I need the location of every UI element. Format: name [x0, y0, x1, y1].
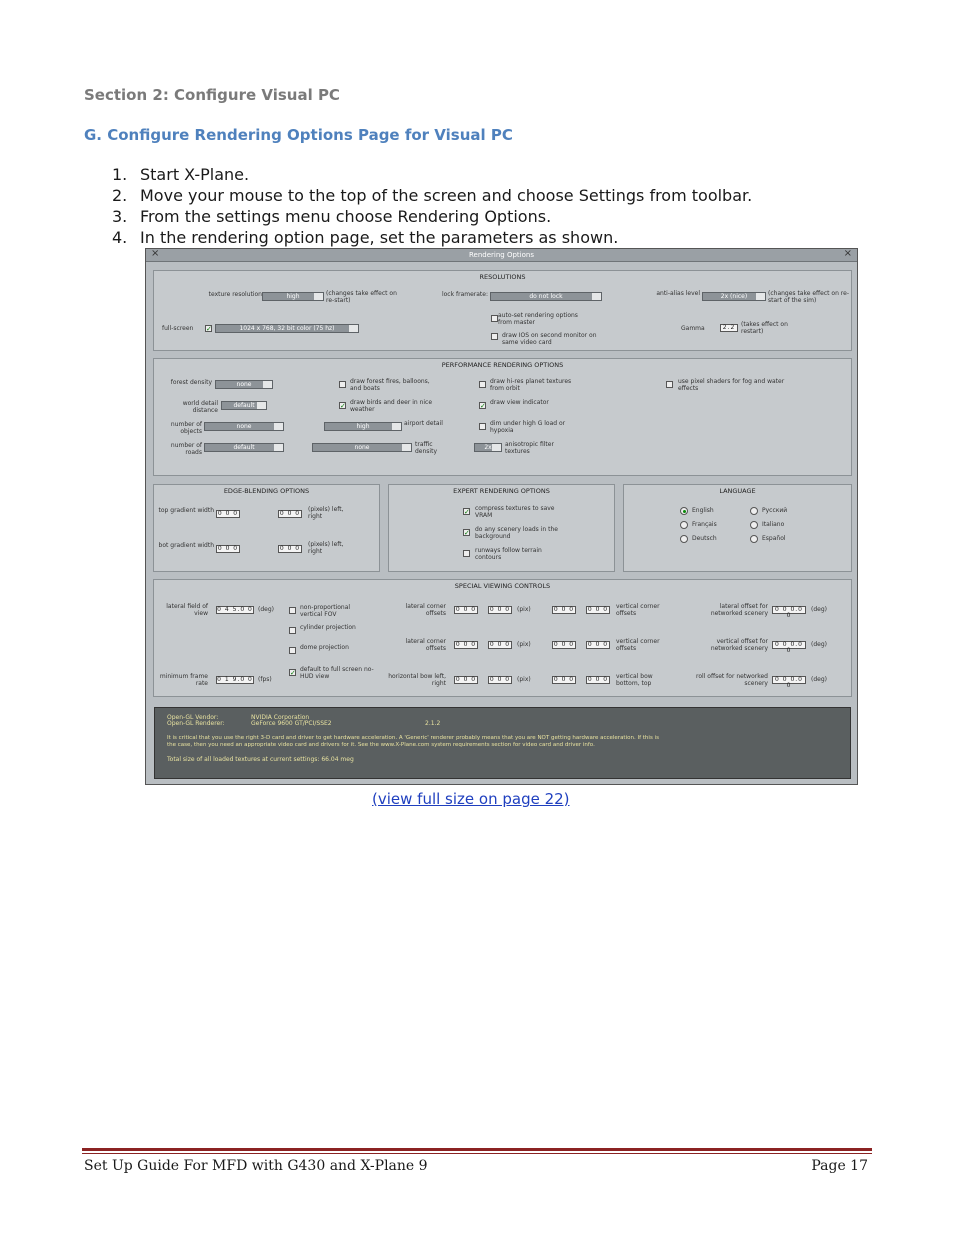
roads-label: number of roads: [170, 442, 202, 456]
hbow-label: horizontal bow left, right: [388, 673, 446, 687]
draw-ios-label: draw IOS on second monitor on same video card: [502, 332, 597, 346]
autoset-label: auto-set rendering options from master: [498, 312, 578, 326]
birds-checkbox[interactable]: ✓: [340, 402, 346, 410]
vert-offset-label: vertical offset for networked scenery: [710, 638, 768, 652]
vert-offset-field[interactable]: 0 0 0.0 0: [772, 641, 806, 649]
hires-label: draw hi-res planet textures from orbit: [490, 378, 572, 392]
vert-corner-field-2[interactable]: 0 0 0: [587, 606, 609, 613]
warning-text-2: the case, then you need an appropriate video card and drivers for it. See the www.X-Plane.com system requirements section for video card and driver info.: [167, 742, 595, 748]
forest-label: forest density: [170, 379, 212, 386]
lat-corner2-field-2[interactable]: 0 0 0: [489, 641, 511, 648]
texture-label: texture resolution: [208, 291, 262, 298]
panel-header: SPECIAL VIEWING CONTROLS: [454, 582, 551, 590]
lat-corner-label: lateral corner offsets: [405, 603, 446, 617]
compress-label: compress textures to save VRAM: [475, 505, 555, 519]
lat-corner2-field-1[interactable]: 0 0 0: [455, 641, 477, 648]
cylinder-checkbox[interactable]: [289, 627, 296, 634]
top-gradient-right-field[interactable]: 0 0 0: [279, 510, 301, 517]
vert-corner-field-1[interactable]: 0 0 0: [553, 606, 575, 613]
english-radio[interactable]: [680, 507, 688, 515]
rendering-options-screenshot: [145, 248, 858, 785]
panel-header: PERFORMANCE RENDERING OPTIONS: [441, 361, 564, 369]
renderer-value: GeForce 9600 GT/PCI/SSE2: [251, 720, 332, 727]
subsection-title: G. Configure Rendering Options Page for Visual PC: [84, 126, 513, 144]
min-frame-unit: (fps): [258, 676, 272, 683]
dim-checkbox[interactable]: [479, 423, 486, 430]
forest-fires-label: draw forest fires, balloons, and boats: [350, 378, 430, 392]
steps-list: [112, 164, 752, 248]
panel-header: EDGE-BLENDING OPTIONS: [223, 487, 310, 495]
renderer-label: Open-GL Renderer:: [167, 720, 225, 727]
russian-label: Русский: [762, 507, 788, 514]
shaders-label: use pixel shaders for fog and water effects: [678, 378, 785, 392]
section-title: Section 2: Configure Visual PC: [84, 86, 340, 104]
page-number: Page 17: [811, 1158, 868, 1174]
hbow-field-2[interactable]: 0 0 0: [489, 676, 511, 683]
italian-radio[interactable]: [750, 521, 758, 529]
window-title-bar: [146, 249, 857, 262]
roll-offset-label: roll offset for networked scenery: [696, 673, 768, 687]
vert-corner-label: vertical corner offsets: [616, 603, 660, 617]
view-indicator-checkbox[interactable]: ✓: [480, 402, 486, 410]
lock-label: lock framerate:: [441, 291, 488, 298]
footer-title: Set Up Guide For MFD with G430 and X-Plane 9: [84, 1158, 428, 1174]
list-item: 1. Start X-Plane.: [112, 165, 250, 184]
birds-label: draw birds and deer in nice weather: [350, 399, 433, 413]
hires-checkbox[interactable]: [479, 381, 486, 388]
roll-offset-field[interactable]: 0 0 0.0 0: [772, 676, 806, 684]
panel-header: RESOLUTIONS: [479, 273, 526, 281]
view-full-size-link[interactable]: (view full size on page 22): [372, 790, 570, 808]
objects-label: number of objects: [170, 421, 202, 435]
antialias-note: (changes take effect on re-start of the sim): [768, 290, 849, 304]
antialias-dropdown[interactable]: 2x (nice): [702, 292, 766, 301]
german-label: Deutsch: [692, 535, 717, 542]
footer-divider: [82, 1153, 872, 1154]
gamma-label: Gamma: [681, 325, 705, 332]
close-icon: ×: [151, 248, 160, 259]
italian-label: Italiano: [762, 521, 785, 528]
min-frame-field[interactable]: 0 1 9.0 0: [217, 676, 253, 683]
lateral-fov-label: lateral field of view: [166, 603, 208, 617]
runways-checkbox[interactable]: [463, 550, 470, 557]
special-viewing-panel: [153, 579, 852, 697]
warning-text-1: It is critical that you use the right 3-D card and driver to get hardware acceleration. A 'Generic' renderer probably means that you are NOT getting hardware acceleration. If this is: [167, 735, 659, 741]
min-frame-label: minimum frame rate: [159, 673, 208, 687]
world-detail-label: world detail distance: [182, 400, 218, 414]
lat-offset-field[interactable]: 0 0 0.0 0: [772, 606, 806, 614]
performance-panel: [153, 358, 852, 476]
pix-unit: (pix): [517, 641, 531, 648]
world-detail-dropdown[interactable]: default: [221, 401, 267, 410]
texture-size-text: Total size of all loaded textures at current settings: 66.04 meg: [167, 756, 354, 763]
vendor-label: Open-GL Vendor:: [167, 714, 219, 721]
vert-corner2-field-2[interactable]: 0 0 0: [587, 641, 609, 648]
bot-gradient-left-field[interactable]: 0 0 0: [217, 545, 239, 552]
traffic-dropdown[interactable]: none: [312, 443, 412, 452]
list-item: 4. In the rendering option page, set the parameters as shown.: [112, 228, 619, 247]
lat-corner-field-2[interactable]: 0 0 0: [489, 606, 511, 613]
language-panel: [623, 484, 852, 572]
top-gradient-note: (pixels) left, right: [308, 506, 344, 520]
nohud-label: default to full screen no-HUD view: [300, 666, 374, 680]
aniso-dropdown[interactable]: 2x: [474, 443, 502, 452]
lat-corner2-label: lateral corner offsets: [405, 638, 446, 652]
view-indicator-label: draw view indicator: [490, 399, 549, 406]
fullscreen-checkbox[interactable]: ✓: [206, 325, 212, 333]
bot-gradient-note: (pixels) left, right: [308, 541, 344, 555]
top-gradient-left-field[interactable]: 0 0 0: [217, 510, 239, 517]
pix-unit: (pix): [517, 606, 531, 613]
deg-unit: (deg): [811, 676, 827, 683]
dome-checkbox[interactable]: [289, 647, 296, 654]
pix-unit: (pix): [517, 676, 531, 683]
panel-header: LANGUAGE: [719, 487, 756, 495]
lat-offset-label: lateral offset for networked scenery: [710, 603, 768, 617]
gl-version: 2.1.2: [425, 720, 441, 727]
expert-panel: [388, 484, 615, 572]
gamma-note: (takes effect on restart): [741, 321, 788, 335]
vendor-value: NVIDIA Corporation: [251, 714, 310, 721]
vert-corner2-field-1[interactable]: 0 0 0: [553, 641, 575, 648]
resolutions-panel: [153, 270, 852, 351]
forest-dropdown[interactable]: none: [215, 380, 273, 389]
shaders-checkbox[interactable]: [666, 381, 673, 388]
top-gradient-label: top gradient width: [158, 507, 214, 514]
deg-unit: (deg): [811, 641, 827, 648]
lateral-fov-unit: (deg): [258, 606, 274, 613]
dome-label: dome projection: [300, 644, 349, 651]
scenery-label: do any scenery loads in the background: [475, 526, 558, 540]
french-radio[interactable]: [680, 521, 688, 529]
roads-dropdown[interactable]: default: [204, 443, 284, 452]
list-item: 2. Move your mouse to the top of the screen and choose Settings from toolbar.: [112, 186, 753, 205]
nonprop-label: non-proportional vertical FOV: [300, 604, 351, 618]
fullscreen-label: full-screen: [162, 325, 194, 332]
close-icon: ×: [843, 248, 852, 259]
vert-corner2-label: vertical corner offsets: [616, 638, 660, 652]
vbow-field-2[interactable]: 0 0 0: [587, 676, 609, 683]
hbow-field-1[interactable]: 0 0 0: [455, 676, 477, 683]
gamma-field[interactable]: 2.2: [720, 324, 738, 332]
antialias-label: anti-alias level: [656, 290, 700, 297]
panel-header: EXPERT RENDERING OPTIONS: [453, 487, 550, 495]
dim-label: dim under high G load or hypoxia: [490, 420, 566, 434]
window-title: Rendering Options: [469, 251, 534, 259]
list-item: 3. From the settings menu choose Rendering Options.: [112, 207, 552, 226]
bot-gradient-label: bot gradient width: [158, 542, 214, 549]
spanish-label: Español: [762, 535, 786, 542]
lock-dropdown[interactable]: do not lock: [490, 292, 602, 301]
opengl-info-box: [154, 707, 851, 779]
airport-dropdown[interactable]: high: [324, 422, 402, 431]
lat-corner-field-1[interactable]: 0 0 0: [455, 606, 477, 613]
texture-dropdown[interactable]: high: [262, 292, 324, 301]
nonprop-checkbox[interactable]: [289, 607, 296, 614]
autoset-checkbox[interactable]: [491, 315, 498, 322]
vbow-label: vertical bow bottom, top: [616, 673, 653, 687]
deg-unit: (deg): [811, 606, 827, 613]
traffic-label: traffic density: [415, 441, 437, 455]
french-label: Français: [692, 521, 717, 528]
runways-label: runways follow terrain contours: [475, 547, 542, 561]
forest-fires-checkbox[interactable]: [339, 381, 346, 388]
vbow-field-1[interactable]: 0 0 0: [553, 676, 575, 683]
cylinder-label: cylinder projection: [300, 624, 356, 631]
bot-gradient-right-field[interactable]: 0 0 0: [279, 545, 301, 552]
spanish-radio[interactable]: [750, 535, 758, 543]
nohud-checkbox[interactable]: ✓: [290, 669, 296, 677]
draw-ios-checkbox[interactable]: [491, 333, 498, 340]
fullscreen-dropdown[interactable]: 1024 x 768, 32 bit color (75 hz): [215, 324, 359, 333]
footer-divider: [82, 1148, 872, 1151]
lateral-fov-field[interactable]: 0 4 5.0 0: [217, 606, 253, 613]
aniso-label: anisotropic filter textures: [505, 441, 554, 455]
edge-blending-panel: [153, 484, 380, 572]
objects-dropdown[interactable]: none: [204, 422, 284, 431]
texture-note: (changes take effect on re-start): [326, 290, 397, 304]
airport-label: airport detail: [404, 420, 443, 427]
compress-checkbox[interactable]: ✓: [464, 508, 470, 516]
german-radio[interactable]: [680, 535, 688, 543]
scenery-checkbox[interactable]: ✓: [464, 529, 470, 537]
english-label: English: [692, 507, 714, 514]
russian-radio[interactable]: [750, 507, 758, 515]
